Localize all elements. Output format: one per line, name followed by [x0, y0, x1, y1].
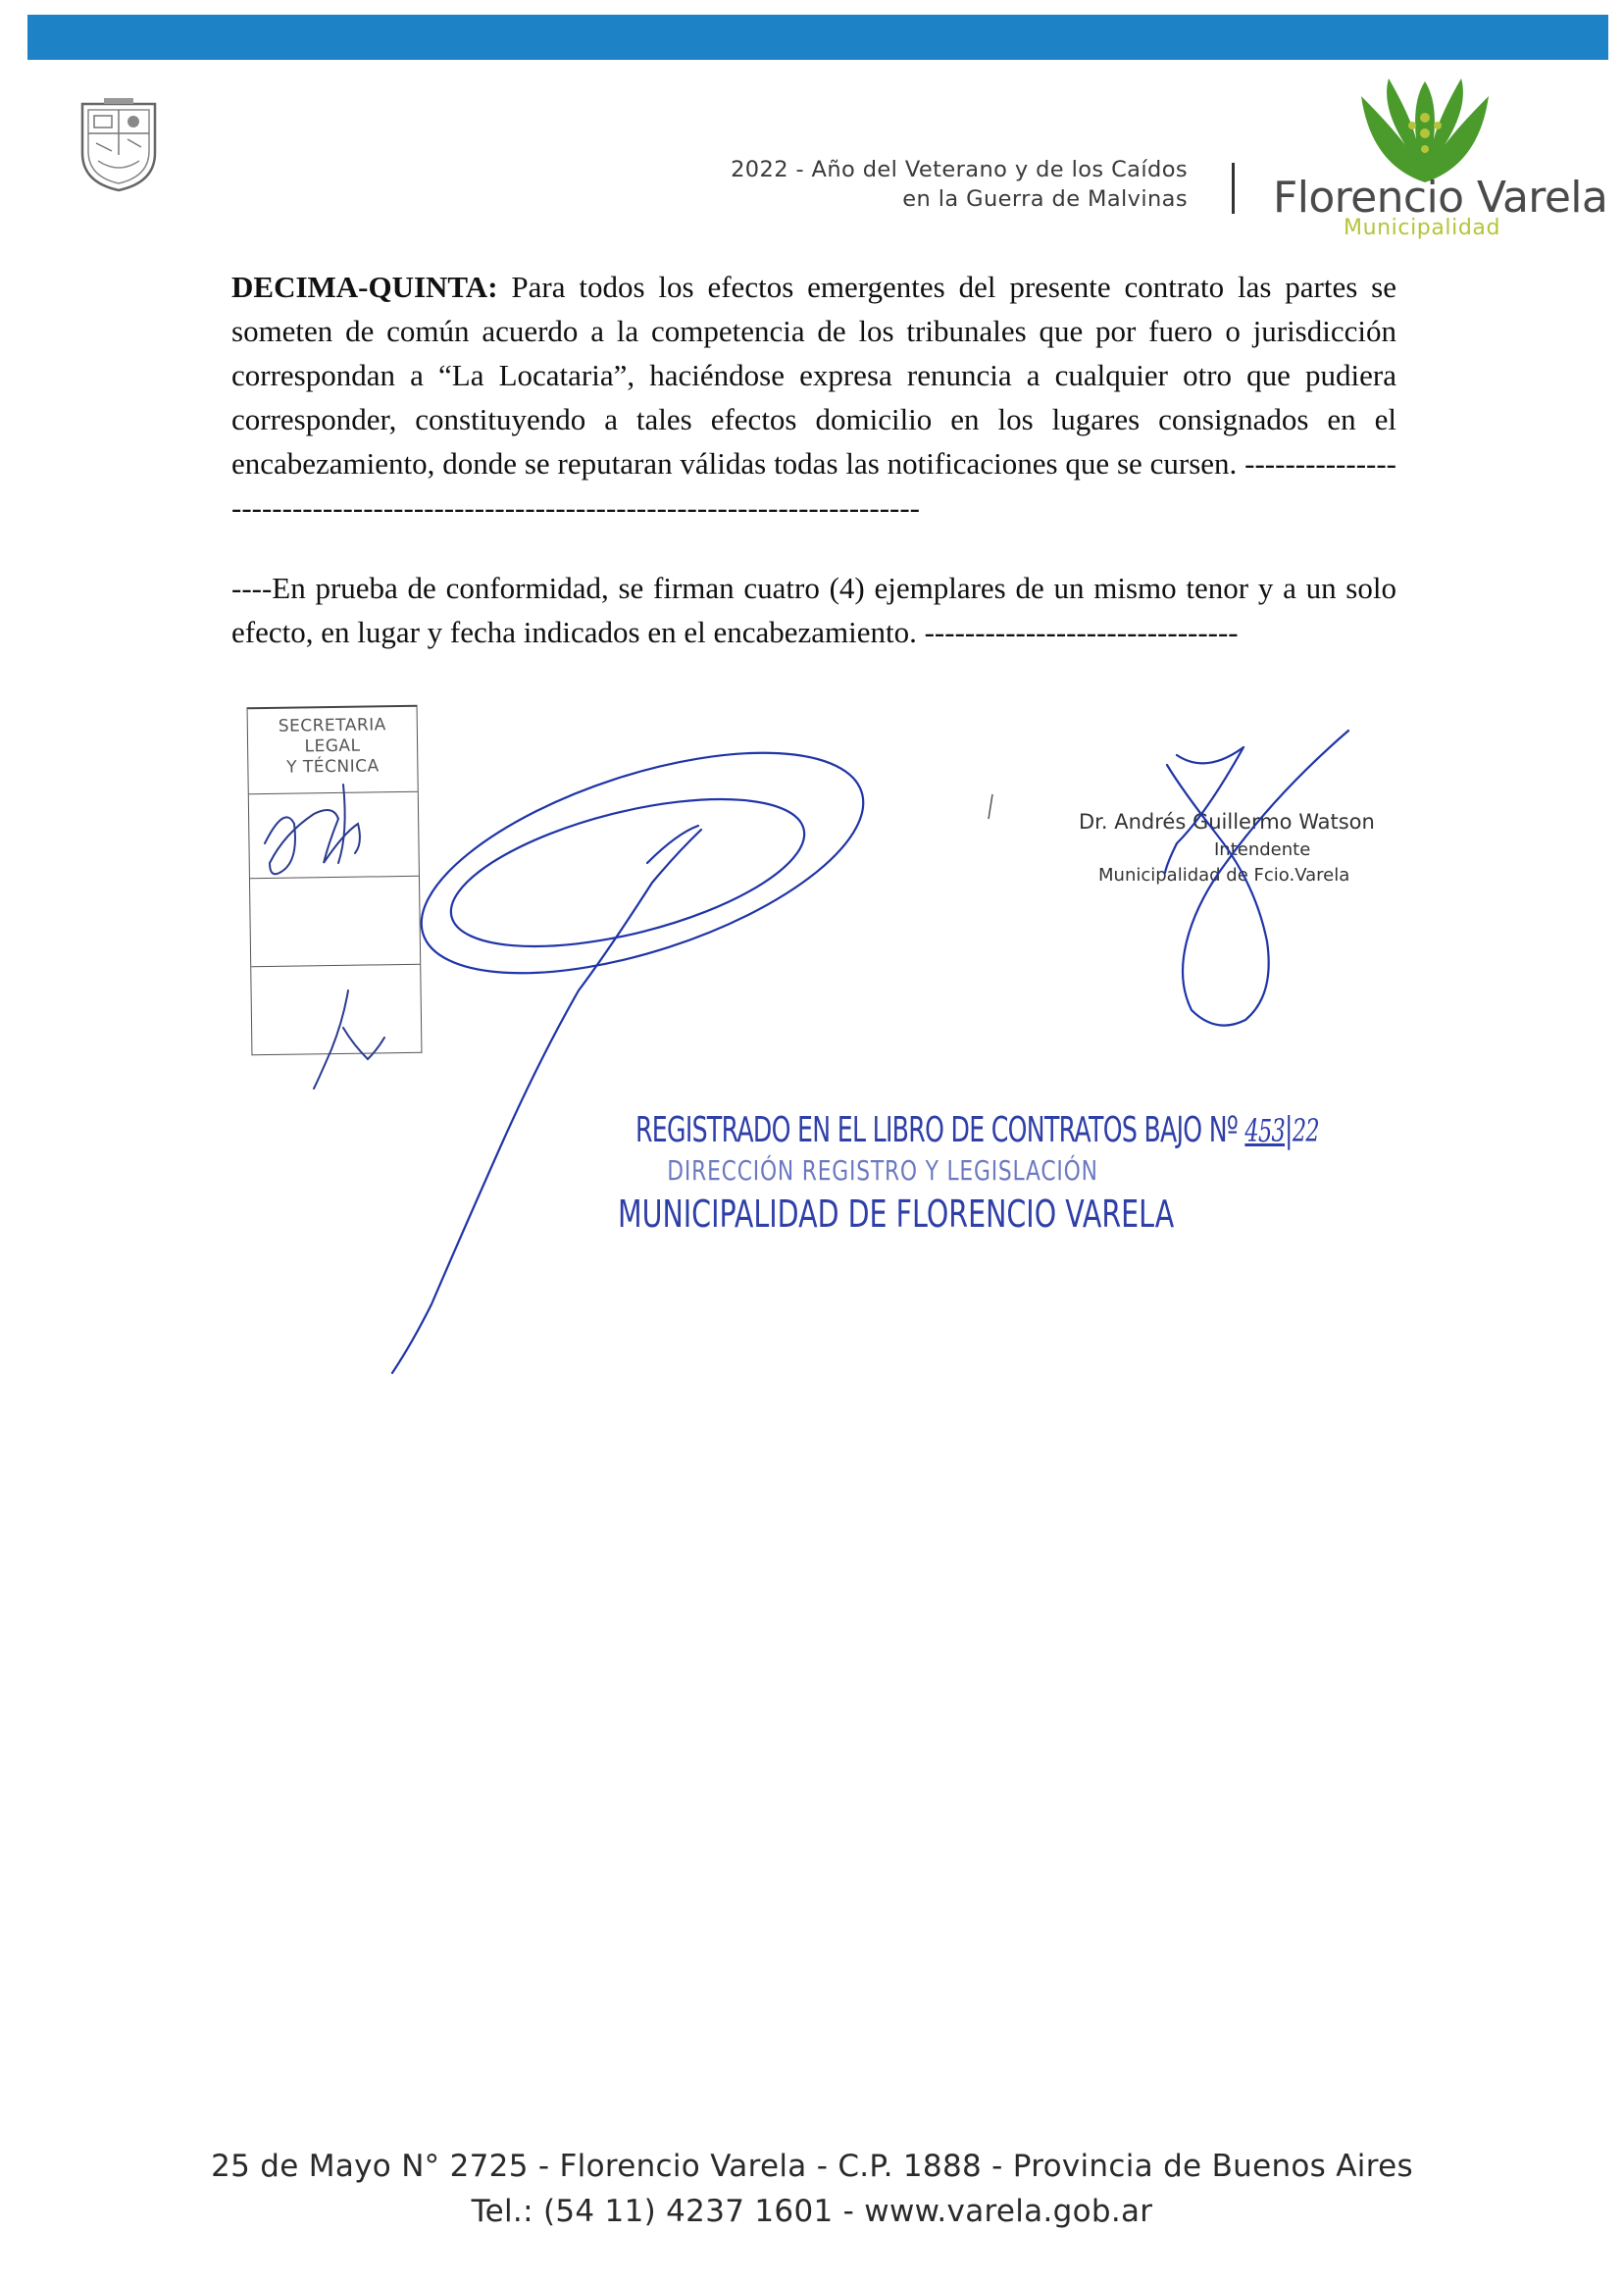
clause-title: DECIMA-QUINTA:	[231, 270, 498, 304]
contract-body	[231, 265, 1396, 654]
stamp-divider	[250, 876, 419, 879]
motto-line-1: 2022 - Año del Veterano y de los Caídos	[731, 157, 1188, 182]
stamp-divider	[251, 964, 420, 967]
municipal-crest-icon	[75, 96, 163, 194]
stamp-divider	[249, 791, 418, 794]
brand-name: Florencio Varela	[1273, 173, 1608, 223]
registration-year: 22	[1292, 1112, 1319, 1149]
signatory-name: Dr. Andrés Guillermo Watson	[1079, 810, 1375, 834]
clause-text: Para todos los efectos emergentes del presente contrato las partes se someten de común acuerdo a la competencia de los tribunales que por fuero o jurisdicción correspondan a “La Locataria”, haciéndose expresa renuncia a cualquier otro que pudiera corresponder, constituyendo a tales efectos domicilio en los lugares consignados en el encabezamiento, donde se reputaran válidas todas las notificaciones que se cursen. -----------------------------------------------------------------------------------	[231, 270, 1396, 525]
registration-number: 453	[1244, 1112, 1286, 1149]
registration-label: REGISTRADO EN EL LIBRO DE CONTRATOS BAJO Nº	[635, 1110, 1239, 1150]
header-bar	[27, 15, 1608, 60]
registration-stamp-line2: DIRECCIÓN REGISTRO Y LEGISLACIÓN	[667, 1154, 1098, 1187]
main-signature-icon	[392, 708, 888, 1373]
secretaria-stamp-line1: SECRETARIA	[278, 715, 386, 736]
motto-line-2: en la Guerra de Malvinas	[902, 186, 1188, 212]
florencio-varela-logo-icon	[1351, 76, 1498, 184]
closing-paragraph: ----En prueba de conformidad, se firman cuatro (4) ejemplares de un mismo tenor y a un solo efecto, en lugar y fecha indicados en el encabezamiento. -------------------------------	[231, 571, 1396, 649]
footer-contact: Tel.: (54 11) 4237 1601 - www.varela.gob.ar	[471, 2194, 1153, 2229]
registration-stamp	[530, 1110, 1319, 1236]
brand-subtitle: Municipalidad	[1344, 216, 1501, 240]
registration-stamp-line1: REGISTRADO EN EL LIBRO DE CONTRATOS BAJO Nº 453|22	[635, 1110, 1319, 1150]
footer-address: 25 de Mayo N° 2725 - Florencio Varela - C.P. 1888 - Provincia de Buenos Aires	[211, 2149, 1413, 2184]
signatory-title: Intendente	[1214, 839, 1311, 860]
secretaria-legal-stamp	[247, 705, 423, 1055]
footer	[0, 2144, 1624, 2234]
secretaria-stamp-text	[248, 715, 418, 779]
signatory-organization: Municipalidad de Fcio.Varela	[1098, 865, 1350, 886]
clause-paragraph	[231, 265, 1396, 530]
secretaria-stamp-line2: LEGAL	[304, 736, 361, 757]
header-divider	[1232, 163, 1235, 214]
year-motto	[731, 155, 1188, 214]
secretaria-stamp-line3: Y TÉCNICA	[285, 756, 380, 778]
pen-mark	[989, 794, 992, 819]
registration-stamp-line3: MUNICIPALIDAD DE FLORENCIO VARELA	[618, 1192, 1175, 1236]
